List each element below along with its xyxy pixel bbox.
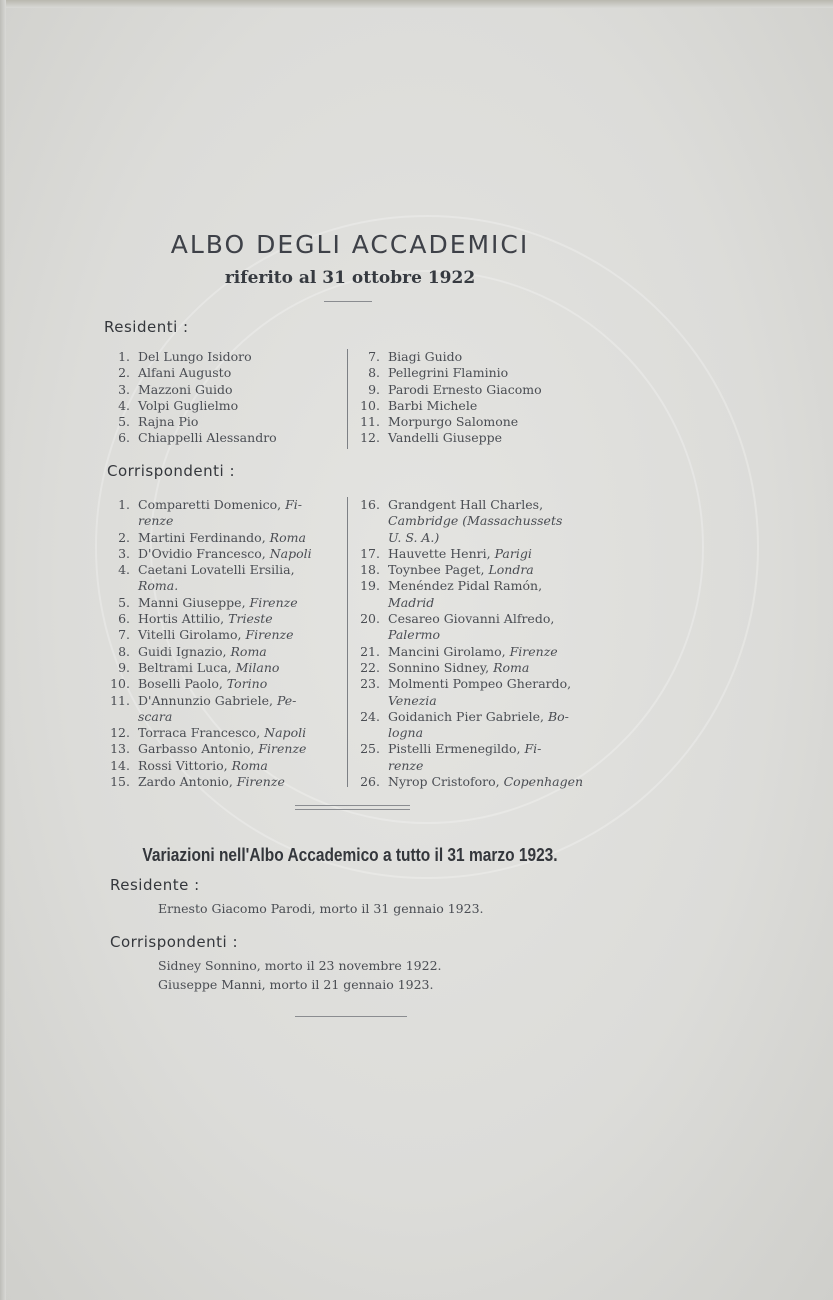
entry-name: Rajna Pio	[138, 414, 199, 430]
entry-name: Biagi Guido	[388, 349, 463, 364]
entry-line	[388, 741, 590, 757]
list-item	[358, 430, 598, 446]
entry-name: Rossi Vittorio,	[138, 757, 232, 773]
entry-place: Napoli	[264, 725, 307, 741]
entry-line	[138, 546, 340, 562]
entry-line	[388, 644, 590, 660]
list-item	[358, 349, 598, 365]
entry-number: 6.	[118, 430, 130, 446]
list-item	[108, 595, 340, 611]
entry-line	[138, 644, 340, 660]
residenti-list-right	[358, 349, 598, 447]
list-item	[358, 660, 590, 676]
entry-name: Vandelli Giuseppe	[388, 430, 502, 446]
entry-place: Trieste	[228, 611, 273, 627]
entry-line	[138, 562, 340, 578]
entry-line	[138, 578, 340, 594]
entry-number: 20.	[360, 611, 380, 627]
list-item	[108, 611, 340, 627]
entry-line	[388, 611, 590, 627]
page-subtitle: riferito al 31 ottobre 1922	[224, 268, 476, 288]
title-divider	[324, 301, 372, 302]
list-item	[108, 741, 340, 757]
list-item	[358, 709, 590, 742]
list-item	[108, 430, 343, 446]
entry-place: Roma	[493, 659, 530, 675]
entry-name: Zardo Antonio,	[138, 774, 237, 790]
list-item	[358, 398, 598, 414]
corrispondenti2-note: Giuseppe Manni, morto il 21 gennaio 1923.	[158, 977, 434, 992]
list-item	[108, 693, 340, 726]
corrispondenti-list-right	[358, 497, 590, 790]
entry-line	[138, 595, 340, 611]
entry-place: renze	[388, 757, 424, 773]
entry-name: Cesareo Giovanni Alfredo,	[388, 611, 555, 627]
entry-name: Sonnino Sidney,	[388, 659, 494, 675]
entry-line	[138, 497, 340, 513]
list-item	[358, 676, 590, 709]
entry-line	[388, 497, 590, 513]
entry-number: 3.	[118, 545, 130, 561]
entry-line	[388, 578, 590, 594]
entry-name: Pellegrini Flaminio	[388, 365, 509, 381]
list-item	[358, 365, 598, 381]
entry-place: Venezia	[388, 692, 437, 708]
corrispondenti-column-divider	[347, 497, 348, 787]
entry-name: Alfani Augusto	[138, 365, 232, 381]
entry-place: Firenze	[249, 594, 298, 610]
entry-line	[388, 660, 590, 676]
entry-place: Fi-	[285, 497, 303, 512]
entry-number: 10.	[110, 676, 130, 692]
entry-place: Milano	[235, 659, 280, 675]
residenti-heading: Residenti :	[104, 318, 189, 336]
entry-line	[388, 530, 590, 546]
list-item	[108, 497, 340, 530]
entry-name: Guidi Ignazio,	[138, 643, 231, 659]
entry-name: Molmenti Pompeo Gherardo,	[388, 676, 572, 692]
entry-name: Del Lungo Isidoro	[138, 349, 252, 364]
entry-place: U. S. A.)	[388, 529, 440, 545]
entry-number: 9.	[118, 659, 130, 675]
entry-place: Madrid	[388, 594, 435, 610]
list-item	[108, 660, 340, 676]
entry-line	[388, 709, 590, 725]
page-title: ALBO DEGLI ACCADEMICI	[170, 230, 530, 259]
entry-place: renze	[138, 513, 174, 529]
list-item	[108, 676, 340, 692]
entry-name: Caetani Lovatelli Ersilia,	[138, 562, 295, 578]
page-edge-top	[0, 0, 833, 8]
entry-line	[388, 676, 590, 692]
entry-place: logna	[388, 725, 424, 741]
entry-name: Torraca Francesco,	[138, 725, 265, 741]
entry-line	[388, 774, 590, 790]
residente-heading: Residente :	[110, 876, 200, 894]
entry-name: Comparetti Domenico,	[138, 497, 286, 512]
entry-name: Beltrami Luca,	[138, 659, 236, 675]
entry-place: Roma	[269, 529, 306, 545]
entry-number: 10.	[360, 397, 380, 413]
list-item	[358, 774, 590, 790]
list-item	[108, 774, 340, 790]
entry-number: 5.	[118, 594, 130, 610]
entry-number: 22.	[360, 659, 380, 675]
entry-place: Roma	[230, 643, 267, 659]
entry-line	[138, 660, 340, 676]
entry-number: 11.	[110, 692, 130, 708]
entry-line	[388, 627, 590, 643]
entry-line	[138, 758, 340, 774]
entry-number: 24.	[360, 708, 380, 724]
entry-place: Firenze	[509, 643, 558, 659]
entry-number: 4.	[118, 397, 130, 413]
entry-place: Firenze	[258, 741, 307, 757]
entry-number: 23.	[360, 676, 380, 692]
list-item	[358, 546, 590, 562]
entry-name: Hortis Attilio,	[138, 611, 229, 627]
entry-number: 2.	[118, 365, 130, 381]
entry-place: Firenze	[245, 627, 294, 643]
entry-number: 4.	[118, 562, 130, 578]
end-divider	[295, 1016, 407, 1017]
list-item	[108, 644, 340, 660]
entry-place: Londra	[488, 562, 534, 578]
list-item	[108, 758, 340, 774]
entry-number: 12.	[360, 430, 380, 446]
entry-line	[388, 546, 590, 562]
entry-place: Cambridge (Massachussets	[388, 513, 563, 529]
entry-number: 1.	[118, 349, 130, 364]
entry-line	[138, 611, 340, 627]
entry-number: 6.	[118, 611, 130, 627]
corrispondenti-list-left	[108, 497, 340, 790]
entry-place: Napoli	[269, 545, 312, 561]
entry-name: Garbasso Antonio,	[138, 741, 259, 757]
entry-line	[138, 741, 340, 757]
page-edge-left	[0, 0, 6, 1300]
list-item	[358, 644, 590, 660]
list-item	[108, 349, 343, 365]
entry-name: Mancini Girolamo,	[388, 643, 510, 659]
entry-place: Roma	[231, 757, 268, 773]
list-item	[108, 365, 343, 381]
list-item	[108, 414, 343, 430]
list-item	[358, 741, 590, 774]
entry-line	[138, 676, 340, 692]
corrispondenti-heading: Corrispondenti :	[107, 462, 236, 480]
entry-name: Vitelli Girolamo,	[138, 627, 246, 643]
entry-number: 7.	[118, 627, 130, 643]
entry-number: 2.	[118, 529, 130, 545]
list-item	[108, 530, 340, 546]
entry-number: 17.	[360, 545, 380, 561]
entry-number: 8.	[368, 365, 380, 381]
entry-name: Toynbee Paget,	[388, 562, 489, 578]
list-item	[358, 414, 598, 430]
list-item	[358, 382, 598, 398]
entry-name: Parodi Ernesto Giacomo	[388, 381, 542, 397]
entry-number: 3.	[118, 381, 130, 397]
list-item	[358, 497, 590, 546]
entry-line	[138, 693, 340, 709]
entry-number: 26.	[360, 774, 380, 790]
entry-number: 21.	[360, 643, 380, 659]
entry-place: Parigi	[494, 545, 532, 561]
entry-number: 7.	[368, 349, 380, 364]
entry-name: Barbi Michele	[388, 397, 478, 413]
entry-number: 8.	[118, 643, 130, 659]
entry-place: Firenze	[236, 774, 285, 790]
entry-line	[388, 595, 590, 611]
section-divider	[295, 805, 410, 810]
entry-line	[138, 627, 340, 643]
residente-note: Ernesto Giacomo Parodi, morto il 31 gennaio 1923.	[158, 901, 484, 916]
entry-number: 9.	[368, 381, 380, 397]
entry-name: Volpi Guglielmo	[138, 397, 239, 413]
entry-name: Morpurgo Salomone	[388, 414, 519, 430]
entry-name: Nyrop Cristoforo,	[388, 774, 504, 790]
entry-place: Fi-	[524, 741, 542, 757]
entry-number: 25.	[360, 741, 380, 757]
list-item	[108, 382, 343, 398]
entry-name: Pistelli Ermenegildo,	[388, 741, 525, 757]
entry-name: Hauvette Henri,	[388, 545, 495, 561]
entry-name: Martini Ferdinando,	[138, 529, 270, 545]
entry-number: 15.	[110, 774, 130, 790]
corrispondenti2-note: Sidney Sonnino, morto il 23 novembre 1922.	[158, 958, 442, 973]
list-item	[358, 562, 590, 578]
entry-name: Menéndez Pidal Ramón,	[388, 578, 543, 594]
entry-place: scara	[138, 708, 173, 724]
list-item	[108, 398, 343, 414]
entry-line	[138, 513, 340, 529]
entry-number: 18.	[360, 562, 380, 578]
entry-name: D'Ovidio Francesco,	[138, 545, 270, 561]
entry-name: D'Annunzio Gabriele,	[138, 692, 277, 708]
entry-number: 11.	[360, 414, 380, 430]
entry-place: Bo-	[547, 708, 569, 724]
list-item	[108, 627, 340, 643]
entry-line	[138, 530, 340, 546]
list-item	[108, 562, 340, 595]
entry-number: 5.	[118, 414, 130, 430]
residenti-column-divider	[347, 349, 348, 449]
entry-number: 12.	[110, 725, 130, 741]
entry-name: Grandgent Hall Charles,	[388, 497, 544, 512]
entry-number: 1.	[118, 497, 130, 512]
entry-place: Pe-	[276, 692, 297, 708]
corrispondenti2-heading: Corrispondenti :	[110, 933, 239, 951]
entry-line	[388, 513, 590, 529]
entry-line	[138, 709, 340, 725]
entry-name: Mazzoni Guido	[138, 381, 233, 397]
entry-name: Goidanich Pier Gabriele,	[388, 708, 548, 724]
entry-number: 16.	[360, 497, 380, 512]
entry-line	[138, 774, 340, 790]
entry-line	[138, 725, 340, 741]
entry-line	[388, 562, 590, 578]
list-item	[108, 725, 340, 741]
entry-name: Manni Giuseppe,	[138, 594, 250, 610]
entry-line	[388, 725, 590, 741]
entry-line	[388, 758, 590, 774]
entry-place: Torino	[226, 676, 268, 692]
entry-line	[388, 693, 590, 709]
entry-number: 19.	[360, 578, 380, 594]
list-item	[108, 546, 340, 562]
list-item	[358, 578, 590, 611]
residenti-list-left	[108, 349, 343, 447]
variazioni-heading: Variazioni nell'Albo Accademico a tutto il 31 marzo 1923.	[142, 845, 558, 865]
entry-number: 13.	[110, 741, 130, 757]
entry-name: Boselli Paolo,	[138, 676, 227, 692]
entry-place: Palermo	[388, 627, 441, 643]
entry-place: Copenhagen	[503, 774, 584, 790]
entry-place: Roma.	[138, 578, 179, 594]
list-item	[358, 611, 590, 644]
entry-number: 14.	[110, 757, 130, 773]
entry-name: Chiappelli Alessandro	[138, 430, 277, 446]
